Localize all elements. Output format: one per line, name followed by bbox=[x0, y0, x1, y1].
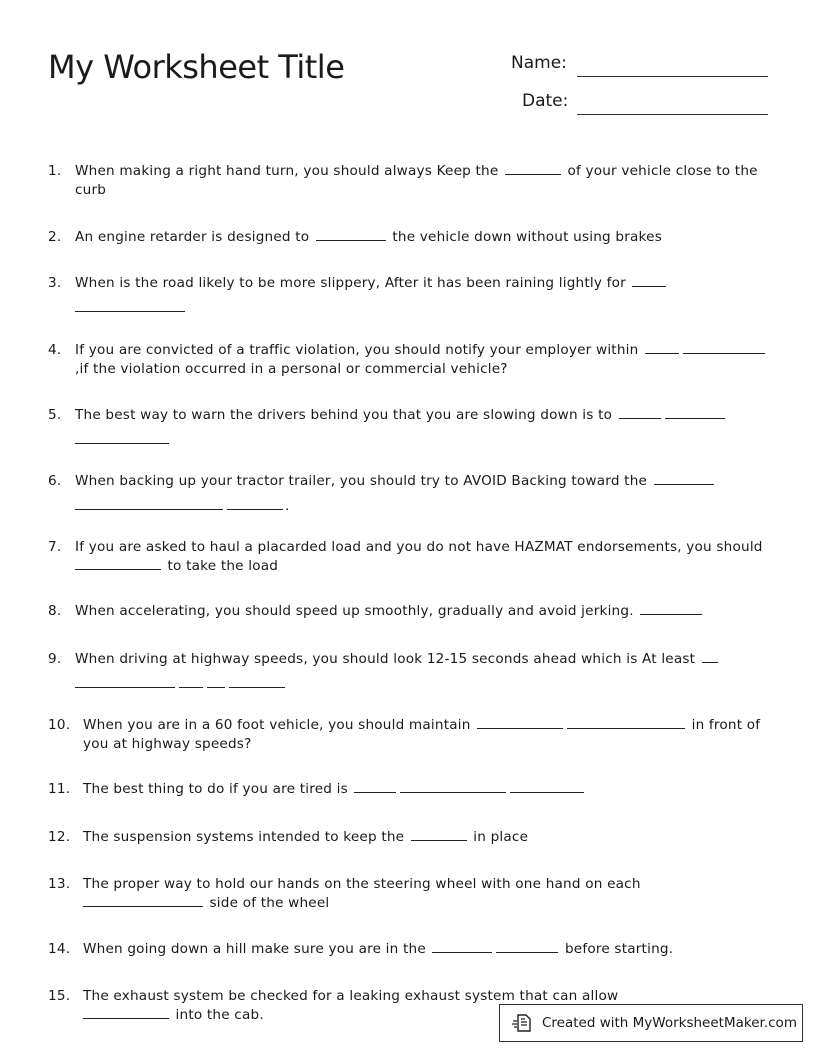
question-1: 1. When making a right hand turn, you should always Keep the of your vehicle close to the curb bbox=[48, 163, 758, 198]
question-number: 12. bbox=[48, 829, 71, 845]
question-number: 8. bbox=[48, 603, 62, 619]
answer-blank[interactable] bbox=[640, 602, 702, 615]
question-number: 4. bbox=[48, 342, 62, 358]
date-field[interactable] bbox=[522, 91, 568, 111]
page-title: My Worksheet Title bbox=[48, 48, 345, 86]
answer-blank[interactable] bbox=[75, 431, 169, 444]
question-number: 5. bbox=[48, 407, 62, 423]
answer-blank[interactable] bbox=[496, 940, 558, 953]
question-15: 15. The exhaust system be checked for a leaking exhaust system that can allow into the cab. bbox=[48, 988, 619, 1023]
date-line[interactable] bbox=[577, 114, 768, 115]
answer-blank[interactable] bbox=[645, 341, 679, 354]
answer-blank[interactable] bbox=[665, 406, 725, 419]
answer-blank[interactable] bbox=[83, 894, 203, 907]
answer-blank[interactable] bbox=[75, 299, 185, 312]
question-number: 11. bbox=[48, 781, 71, 797]
name-line[interactable] bbox=[577, 76, 768, 77]
question-number: 13. bbox=[48, 876, 71, 892]
question-number: 6. bbox=[48, 473, 62, 489]
name-field[interactable] bbox=[511, 53, 567, 73]
worksheet-maker-logo-icon bbox=[512, 1013, 534, 1033]
answer-blank[interactable] bbox=[75, 557, 161, 570]
answer-blank[interactable] bbox=[654, 472, 714, 485]
answer-blank[interactable] bbox=[683, 341, 765, 354]
answer-blank[interactable] bbox=[227, 497, 283, 510]
answer-blank[interactable] bbox=[75, 675, 175, 688]
question-14: 14. When going down a hill make sure you are in the before starting. bbox=[48, 941, 674, 957]
question-5: 5. The best way to warn the drivers behind you that you are slowing down is to bbox=[48, 406, 768, 450]
answer-blank[interactable] bbox=[354, 780, 396, 793]
answer-blank[interactable] bbox=[229, 675, 285, 688]
answer-blank[interactable] bbox=[207, 675, 225, 688]
question-number: 1. bbox=[48, 163, 62, 179]
footer-badge[interactable] bbox=[499, 1004, 803, 1042]
answer-blank[interactable] bbox=[83, 1006, 169, 1019]
question-number: 9. bbox=[48, 651, 62, 667]
question-number: 14. bbox=[48, 941, 71, 957]
question-8: 8. When accelerating, you should speed up smoothly, gradually and avoid jerking. bbox=[48, 602, 768, 621]
date-label: Date: bbox=[522, 91, 569, 111]
question-number: 10. bbox=[48, 717, 71, 733]
question-4: 4. If you are convicted of a traffic violation, you should notify your employer within ,if the violation occurred in a personal or commercial vehicle? bbox=[48, 341, 768, 379]
name-label: Name: bbox=[511, 53, 567, 73]
answer-blank[interactable] bbox=[179, 675, 203, 688]
question-number: 2. bbox=[48, 229, 62, 245]
question-11: 11. The best thing to do if you are tired is bbox=[48, 780, 768, 799]
answer-blank[interactable] bbox=[702, 650, 718, 663]
question-number: 15. bbox=[48, 988, 71, 1004]
answer-blank[interactable] bbox=[567, 716, 685, 729]
question-3: 3. When is the road likely to be more slippery, After it has been raining lightly for bbox=[48, 274, 768, 318]
question-12: 12. The suspension systems intended to keep the in place bbox=[48, 829, 529, 845]
answer-blank[interactable] bbox=[632, 274, 666, 287]
answer-blank[interactable] bbox=[411, 828, 467, 841]
question-7: 7. If you are asked to haul a placarded load and you do not have HAZMAT endorsements, you should to take the load bbox=[48, 539, 763, 574]
answer-blank[interactable] bbox=[505, 162, 561, 175]
question-number: 3. bbox=[48, 275, 62, 291]
answer-blank[interactable] bbox=[477, 716, 563, 729]
question-10: 10. When you are in a 60 foot vehicle, you should maintain in front of you at highway speeds? bbox=[48, 717, 761, 752]
question-2: 2. An engine retarder is designed to the vehicle down without using brakes bbox=[48, 229, 662, 245]
question-9: 9. When driving at highway speeds, you should look 12-15 seconds ahead which is At least bbox=[48, 650, 768, 694]
answer-blank[interactable] bbox=[316, 228, 386, 241]
question-6: 6. When backing up your tractor trailer, you should try to AVOID Backing toward the . bbox=[48, 472, 768, 516]
question-number: 7. bbox=[48, 539, 62, 555]
answer-blank[interactable] bbox=[619, 406, 661, 419]
question-13: 13. The proper way to hold our hands on the steering wheel with one hand on each side of the wheel bbox=[48, 876, 641, 911]
footer-text: Created with MyWorksheetMaker.com bbox=[542, 1015, 797, 1031]
answer-blank[interactable] bbox=[432, 940, 492, 953]
answer-blank[interactable] bbox=[400, 780, 506, 793]
answer-blank[interactable] bbox=[75, 497, 223, 510]
answer-blank[interactable] bbox=[510, 780, 584, 793]
